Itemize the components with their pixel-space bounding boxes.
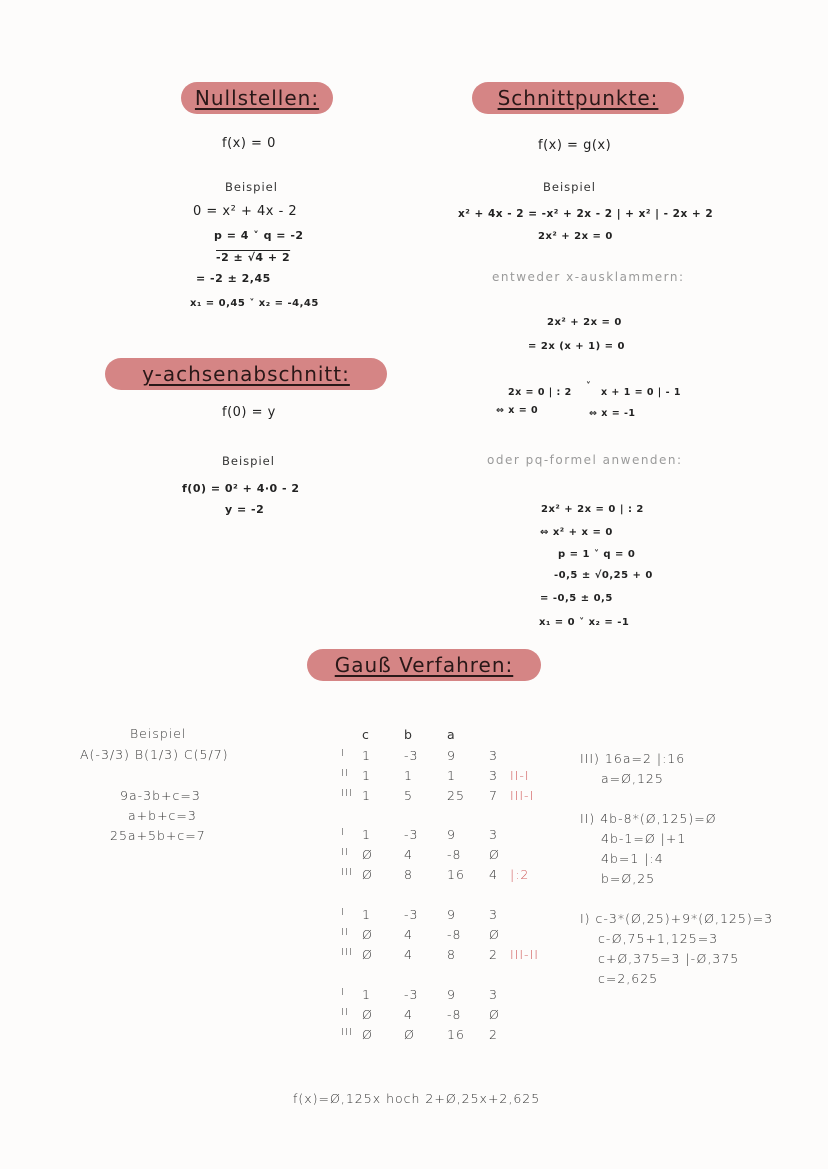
matrix-operation: |:2 xyxy=(510,867,530,882)
gauss-result: f(x)=Ø,125x hoch 2+Ø,25x+2,625 xyxy=(293,1091,541,1106)
matrix-cell: 3 xyxy=(489,748,498,763)
matrix-cell: 3 xyxy=(489,907,498,922)
matrix-row-label: I xyxy=(341,907,345,918)
matrix-cell: -8 xyxy=(447,927,462,942)
schnittpunkte-option-1: entweder x-ausklammern: xyxy=(492,270,685,284)
case-a-line-2: ⇔ x = 0 xyxy=(496,405,539,416)
yachsen-formula: f(0) = y xyxy=(222,405,276,420)
matrix-cell: -3 xyxy=(404,987,419,1002)
ausklammern-line-1: 2x² + 2x = 0 xyxy=(547,317,622,328)
matrix-cell: 3 xyxy=(489,987,498,1002)
matrix-cell: 4 xyxy=(404,847,413,862)
pq-line-5: = -0,5 ± 0,5 xyxy=(540,593,613,604)
matrix-row-label: I xyxy=(341,827,345,838)
yachsen-title: y-achsenabschnitt: xyxy=(105,358,387,390)
gauss-title: Gauß Verfahren: xyxy=(307,649,541,681)
matrix-cell: 9 xyxy=(447,987,456,1002)
schnittpunkte-title: Schnittpunkte: xyxy=(472,82,684,114)
matrix-cell: -3 xyxy=(404,907,419,922)
solve-ii-line-4: b=Ø,25 xyxy=(601,871,656,886)
nullstellen-title: Nullstellen: xyxy=(181,82,333,114)
pq-line-6: x₁ = 0 ˅ x₂ = -1 xyxy=(539,617,630,628)
matrix-operation: III-I xyxy=(510,788,535,803)
matrix-cell: Ø xyxy=(489,847,500,862)
ausklammern-line-2: = 2x (x + 1) = 0 xyxy=(528,341,625,352)
nullstellen-line-4: = -2 ± 2,45 xyxy=(196,272,271,285)
schnittpunkte-beispiel: Beispiel xyxy=(543,180,596,194)
matrix-cell: Ø xyxy=(362,867,373,882)
matrix-cell: 8 xyxy=(447,947,456,962)
matrix-cell: 7 xyxy=(489,788,498,803)
matrix-row-label: I xyxy=(341,748,345,759)
matrix-cell: 4 xyxy=(404,1007,413,1022)
schnittpunkte-line-1: x² + 4x - 2 = -x² + 2x - 2 | + x² | - 2x + 2 xyxy=(458,208,714,220)
matrix-cell: 4 xyxy=(489,867,498,882)
gauss-beispiel: Beispiel xyxy=(130,726,187,741)
solve-iii-line-1: III) 16a=2 |:16 xyxy=(580,751,686,766)
case-a-line-1: 2x = 0 | : 2 xyxy=(508,387,572,398)
matrix-row-label: III xyxy=(341,1027,353,1038)
matrix-cell: 1 xyxy=(362,827,371,842)
solve-i-line-4: c=2,625 xyxy=(598,971,659,986)
solve-i-line-1: I) c-3*(Ø,25)+9*(Ø,125)=3 xyxy=(580,911,774,926)
matrix-cell: Ø xyxy=(489,1007,500,1022)
gauss-equation-3: 25a+5b+c=7 xyxy=(110,828,206,843)
matrix-header-b: b xyxy=(404,727,412,742)
matrix-cell: 3 xyxy=(489,768,498,783)
matrix-cell: 4 xyxy=(404,947,413,962)
matrix-cell: -3 xyxy=(404,748,419,763)
matrix-row-label: II xyxy=(341,927,349,938)
matrix-row-label: II xyxy=(341,847,349,858)
gauss-equation-1: 9a-3b+c=3 xyxy=(120,788,201,803)
matrix-cell: 2 xyxy=(489,1027,498,1042)
matrix-cell: 1 xyxy=(362,748,371,763)
nullstellen-formula: f(x) = 0 xyxy=(222,136,276,151)
solve-ii-line-3: 4b=1 |:4 xyxy=(601,851,664,866)
solve-ii-line-2: 4b-1=Ø |+1 xyxy=(601,831,687,846)
yachsen-line-1: f(0) = 0² + 4·0 - 2 xyxy=(182,482,300,495)
matrix-cell: 2 xyxy=(489,947,498,962)
matrix-row-label: II xyxy=(341,1007,349,1018)
schnittpunkte-formula: f(x) = g(x) xyxy=(538,138,612,153)
matrix-row-label: III xyxy=(341,867,353,878)
gauss-equation-2: a+b+c=3 xyxy=(128,808,197,823)
pq-line-4: -0,5 ± √0,25 + 0 xyxy=(554,570,653,581)
matrix-cell: 1 xyxy=(362,768,371,783)
matrix-cell: 8 xyxy=(404,867,413,882)
matrix-cell: 3 xyxy=(489,827,498,842)
nullstellen-line-1: 0 = x² + 4x - 2 xyxy=(193,204,298,219)
solve-ii-line-1: II) 4b-8*(Ø,125)=Ø xyxy=(580,811,717,826)
gauss-points: A(-3/3) B(1/3) C(5/7) xyxy=(80,747,229,762)
matrix-cell: Ø xyxy=(362,947,373,962)
matrix-cell: 1 xyxy=(362,788,371,803)
case-b-line-2: ⇔ x = -1 xyxy=(589,408,636,419)
matrix-cell: 1 xyxy=(362,987,371,1002)
pq-line-3: p = 1 ˅ q = 0 xyxy=(558,549,636,560)
nullstellen-line-5: x₁ = 0,45 ˅ x₂ = -4,45 xyxy=(190,298,319,309)
matrix-cell: -8 xyxy=(447,1007,462,1022)
matrix-cell: Ø xyxy=(362,927,373,942)
matrix-cell: 1 xyxy=(362,907,371,922)
solve-i-line-2: c-Ø,75+1,125=3 xyxy=(598,931,719,946)
pq-line-1: 2x² + 2x = 0 | : 2 xyxy=(541,504,644,515)
schnittpunkte-line-2: 2x² + 2x = 0 xyxy=(538,231,613,242)
yachsen-line-2: y = -2 xyxy=(225,503,265,516)
solve-iii-line-2: a=Ø,125 xyxy=(601,771,664,786)
yachsen-beispiel: Beispiel xyxy=(222,454,275,468)
matrix-cell: 16 xyxy=(447,867,465,882)
matrix-cell: -8 xyxy=(447,847,462,862)
matrix-cell: 9 xyxy=(447,748,456,763)
matrix-cell: Ø xyxy=(362,1027,373,1042)
matrix-cell: 4 xyxy=(404,927,413,942)
matrix-row-label: III xyxy=(341,947,353,958)
matrix-cell: Ø xyxy=(362,847,373,862)
matrix-cell: Ø xyxy=(404,1027,415,1042)
or-symbol: ˅ xyxy=(586,381,592,392)
pq-line-2: ⇔ x² + x = 0 xyxy=(540,527,613,538)
matrix-cell: -3 xyxy=(404,827,419,842)
matrix-cell: Ø xyxy=(489,927,500,942)
nullstellen-beispiel: Beispiel xyxy=(225,180,278,194)
matrix-header-a: a xyxy=(447,727,455,742)
matrix-operation: III-II xyxy=(510,947,539,962)
schnittpunkte-option-2: oder pq-formel anwenden: xyxy=(487,453,683,467)
matrix-cell: 1 xyxy=(404,768,413,783)
matrix-cell: 1 xyxy=(447,768,456,783)
matrix-cell: 9 xyxy=(447,827,456,842)
nullstellen-line-3: -2 ± √4 + 2 xyxy=(216,251,291,264)
matrix-row-label: III xyxy=(341,788,353,799)
matrix-cell: 16 xyxy=(447,1027,465,1042)
matrix-operation: II-I xyxy=(510,768,530,783)
matrix-cell: 25 xyxy=(447,788,465,803)
solve-i-line-3: c+Ø,375=3 |-Ø,375 xyxy=(598,951,740,966)
matrix-row-label: II xyxy=(341,768,349,779)
nullstellen-line-2: p = 4 ˅ q = -2 xyxy=(214,229,304,242)
matrix-header-c: c xyxy=(362,727,369,742)
case-b-line-1: x + 1 = 0 | - 1 xyxy=(601,387,681,398)
matrix-row-label: I xyxy=(341,987,345,998)
matrix-cell: 9 xyxy=(447,907,456,922)
matrix-cell: Ø xyxy=(362,1007,373,1022)
matrix-cell: 5 xyxy=(404,788,413,803)
